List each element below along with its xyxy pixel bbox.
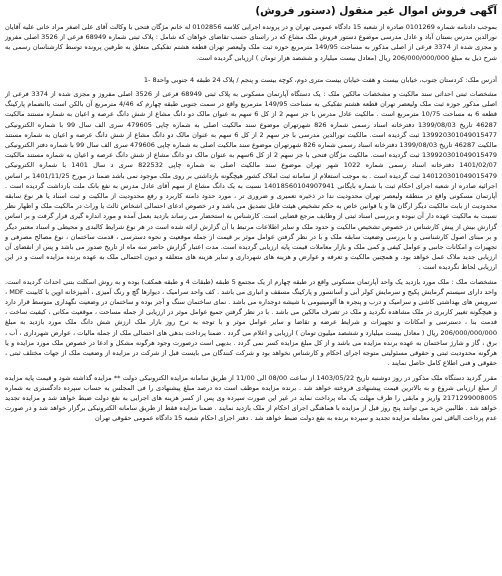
paragraph-property-details: مشخصات ملک : ملک مورد بازدید یک واحد آپارتمان مسکونی واقع در طبقه چهارم از یک مجتمع 5 طبقه (طبقات 4 و طبقه همکف) بوده و به روش اسکلت بتنی احداث گردیده است. واحد دارای سیستم گرمایش پکیج و سرمایش کولر آبی و آسانسور و پارکینگ مسقف و انباری می باشد . کف واحد سرامیک ، دیوارها گچ و رنگ آمیزی ، آشپزخانه اوپن با کابینت MDF ، سرویس های بهداشتی کاشی و سرامیک و درب و پنجره ها آلومینیومی با شیشه دوجداره می باشد . نمای ساختمان سنگ و آجر بوده و ساختمان در وضعیت نگهداری متوسط قرار دارد و هیچگونه تغییر کاربری در ملک مشاهده نگردید و ملک در تصرف مالکین می باشد . با در نظر گرفتن جمیع عوامل موثر در ارزیابی از جمله مساحت ، موقعیت مکانی ، کیفیت ساخت ، قدمت بنا ، دسترسی و امکانات و تجهیزات و شرایط عرضه و تقاضا و سایر عوامل موثر و با توجه به نرخ روز بازار ملک ارزش شش دانگ ملک مورد بازدید به مبلغ 206/000/000/000 ریال ( معادل بیست میلیارد و ششصد میلیون تومان ) ارزیابی و اعلام می گردد . ضمنا پرداخت بدهی های احتمالی ملک از جمله مالیات ، عوارض شهرداری ، آب ، برق ، گاز و شارژ ساختمان به عهده برنده مزایده می باشد و از کل مبلغ مزایده کسر نمی گردد . بدیهی است درصورت وجود هرگونه مشکل و ادعا در خصوص ملک مورد مزایده و یا هرگونه محدودیت ثبتی و حقوقی مسئولیتی متوجه اجرای احکام و کارشناس نخواهد بود و شرکت کنندگان می بایست قبل از شرکت در مزایده از وضعیت ملک از جهات مختلف ثبتی ، حقوقی و فنی اطلاع کامل حاصل نمایند . <box>5 277 497 368</box>
paragraph-intro: بموجب دادنامه شماره 0101269 صادره از شعبه 15 دادگاه عمومی تهران و در پرونده اجرایی کلاسه 0102856 له خانم مژگان فتحی با وکالت آقای علی اصغر مراد خانی علیه آقایان نورالدین مدرس بستان آباد و عادل مدرسی موضوع دستور فروش ملک مشاع که در راستای حسب تقاضای خواهان که شامل : پلاک ثبتی شماره 68949 فرعی از 3526 اصلی مفروز و مجزی شده از 3374 فرعی از اصلی مذکور به مساحت 149/95 مترمربع حوزه ثبت ملک ولیعصر تهران قطعه هشتم تفکیکی متعلق به طرفین پرونده توسط کارشناسان رسمی به شرح ذیل به مبلغ 206/000/000/000 ریال (معادل بیست میلیارد و ششصد هزار تومان ) ارزیابی گردیده است. <box>5 23 497 62</box>
document-title: آگهی فروش اموال غیر منقول (دستور فروش) <box>255 5 497 17</box>
paragraph-address: آدرس ملک: کردستان جنوب، خیابان بیست و هفت خیابان بیست متری دوم، کوچه بیست و پنجم / پلاک 24 طبقه 4 جنوبی واحد8 -1 <box>143 75 497 84</box>
paragraph-gap <box>5 63 497 75</box>
paragraph-auction-terms: مقرر گردید دستگاه ملک مذکور در روز دوشنبه تاریخ 1403/05/22 از ساعت 08/00 الی 11/00 از طریق سامانه مزایده الکترونیکی دولت ** مزایده گذاشته شود و قیمت پایه مزایده از مبلغ ارزیابی شروع و به بالاترین قیمت پیشنهادی فروخته خواهد شد . برنده مزایده موظف است ده درصد مبلغ پیشنهادی را فی المجلس به حساب سپرده دادگستری به شماره 2171299008005 واریز و مابقی را ظرف مهلت یک ماه پرداخت نماید در غیر این صورت سپرده وی پس از کسر هزینه های اجرایی به نفع دولت ضبط خواهد شد و مزایده تجدید خواهد شد . طالبین خرید می توانند پنج روز قبل از مزایده با هماهنگی اجرای احکام از ملک بازدید نمایند . ضمنا مزایده فقط از طریق سامانه الکترونیکی برگزار خواهد شد و در صورت عدم پرداخت الباقی ثمن معامله مزایده تجدید و سپرده برنده به نفع دولت ضبط خواهد شد . دفتر اجرای احکام شعبه 15 دادگاه عمومی حقوقی تهران <box>5 373 497 423</box>
paragraph-registration: مشخصات ثبتی احداثی سند مالکیت و مشخصات مالکین ملک : یک دستگاه آپارتمان مسکونی به پلاک ثبتی 68949 فرعی از 3526 اصلی مفروز و مجزی شده از 3374 فرعی از اصلی مذکور حوزه ثبت ملک ولیعصر تهران قطعه هشتم تفکیکی به مساحت 149/95 مترمربع واقع در سمت جنوبی طبقه چهارم که 4/46 مترمربع آن بالکن است باانضمام پارکینگ قطعه 6 به مساحت 10/75 مترمربع است . مالکیت عادل مدرس با جز سهم 2 از کل 6 سهم به عنوان مالک دو دانگ مشاع از شش دانگ عرصه و اعیان به شماره مستند مالکیت 46287 تاریخ 1399/08/03 دفترخانه اسناد رسمی شماره 826 شهرتهران موضوع سند مالکیت اصلی به شماره چاپی 479605 سری الف سال 99 با شماره الکترونیکی 139920301049015477 ثبت گردیده است. مالکیت نورالدین مدرسی با جز سهم 2 از کل 6 سهم به عنوان مالک دو دانگ مشاع از شش دانگ عرصه و اعیان به شماره مستند مالکیت 46287 تاریخ 1399/08/03 دفترخانه اسناد رسمی شماره 826 شهرتهران موضوع سند مالکیت اصلی به شماره چاپی 479606 سری الف سال 99 با شماره دفتر الکترونیکی 139920301049015479 ثبت گردیده است. مالکیت مژگان فتحی با جز سهم 2 از کل 6سهم به عنوان مالک دو دانگ مشاع از شش دانگ عرصه و اعیان به شماره مستند مالکیت 1401/02/07 دفترخانه اسناد رسمی شماره 1022 شهر تهران موضوع سند مالکیت اصلی به شماره چاپی 822532 سری د سال 1401 با شماره الکترونیکی 140120301049015479 ثبت گردیده است . به موجب استعلام از سامانه ثبت املاک کشور هیچگونه بازداشتی بر روی ملک موجود نمی باشد ضمنا در مورخ 1401/11/25 بر اساس اجرائیه صادره از شعبه اجرای احکام ثبت با شماره بایگانی 14018560104907941 نسبت به یک دانگ مشاع از سهم آقای عادل مدرس به نفع بانک ملت بازداشت گردیده است . آپارتمان مسکونی واقع در منطقه ولیعصر تهران محدودیت ندا در ذخیره تعمیری و ضروری تر ، مورد حدود دامنه کاربرد و رفع محدودیت از مالکیت و ثبت اسناد یا هر نوع سابقه محدودیت از بابت مالکیت دیگر ارگان ها و یا قوانین خاص به حکم تشخیص هیئت قابل تصدیق می باشد و در خصوص ادعای احتمالی اشخاص ثالث یا وراث در مالکیت ملک و اظهار نظر نسبت به مالکیت عهده دار آن نبوده و بررسی اسناد ثبتی از وظایف مرجع قضایی است. کارشناس به استحضار می رساند بازدید بعمل آمده و مورد اندازه گیری قرار گرفت و بر اساس گزارش بیش از پیش کارشناس در خصوص تشخیص مالکیت و حدود ملک و سایر اطلاعات مرتبط با آن گزارش ارائه شده است در هر نوع شرایط کالبدی و محیطی و اسناد معتبر دیگر و بر مبنای اصول کارشناسی و با بررسی وضعیت سابقه ملک و با در نظر گرفتن عوامل موثر بر قیمت از جمله موقعیت و نحوه دسترسی ، قدمت ساختمان ، نوع مصالح مصرفی و تجهیزات و امکانات جانبی و عوامل کیفی و کمی ملک و بازار معاملات قیمت پایه ارزیابی گردیده است. مدت اعتبار گزارش حاضر سه ماه از تاریخ صدور می باشد و پس از انقضای آن ارزیابی جدید ملاک عمل خواهد بود. و همچنین مالکیت و تعرفه و عوارض و هزینه های شهرداری و سایر هزینه های متعلقه و دیون احتمالی ملک به عهده برنده مزایده است و در این ارزیابی لحاظ نگردیده است . <box>5 90 498 272</box>
